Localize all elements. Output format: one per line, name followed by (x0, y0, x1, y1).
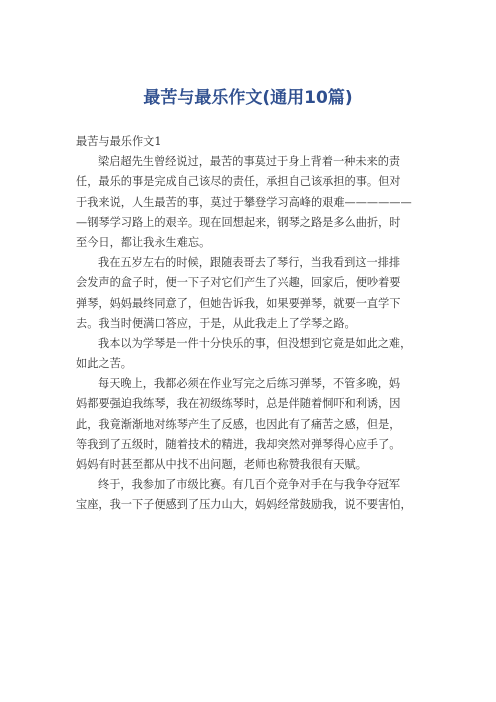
text-line: 妈都要强迫我练琴，我在初级练琴时，总是伴随着恫吓和利诱，因 (76, 397, 401, 411)
text-line: 会发声的盒子时，便一下子对它们产生了兴趣，回家后，便吵着要 (76, 276, 401, 290)
text-line: 妈妈有时甚至都从中找不出问题，老师也称赞我很有天赋。 (76, 458, 367, 471)
section-heading: 最苦与最乐作文1 (76, 135, 162, 148)
text-line: 我本以为学琴是一件十分快乐的事，但没想到它竟是如此之难， (98, 336, 412, 350)
text-line: 宝座，我一下子便感到了压力山大，妈妈经常鼓励我，说不要害怕， (76, 498, 412, 512)
document-title: 最苦与最乐作文(通用10篇) (143, 88, 353, 108)
text-line: 终于，我参加了市级比赛。有几百个竞争对手在与我争夺冠军 (98, 478, 401, 492)
text-line: 去。我当时便满口答应，于是，从此我走上了学琴之路。 (76, 316, 356, 330)
text-line: 任，最乐的事是完成自己该尽的责任，承担自己该承担的事。但对 (76, 175, 401, 189)
text-line: 每天晚上，我都必须在作业写完之后练习弹琴，不管多晚，妈 (98, 377, 401, 391)
paragraph-lines (76, 152, 430, 515)
text-line: 弹琴，妈妈最终同意了，但她告诉我，如果要弹琴，就要一直学下 (76, 296, 401, 310)
text-line: 如此之苦。 (76, 357, 132, 371)
text-line: 梁启超先生曾经说过，最苦的事莫过于身上背着一种未来的责 (98, 155, 401, 169)
text-line: 此，我竟渐渐地对练琴产生了反感，也因此有了痛苦之感，但是， (76, 417, 401, 431)
text-line: —钢琴学习路上的艰辛。现在回想起来，钢琴之路是多么曲折，时 (76, 215, 401, 229)
text-line: 至今日，都让我永生难忘。 (76, 235, 211, 249)
text-line: 我在五岁左右的时候，跟随表哥去了琴行，当我看到这一排排 (98, 256, 401, 270)
text-line: 于我来说，人生最苦的事，莫过于攀登学习高峰的艰难—————— (76, 195, 412, 209)
text-line: 等我到了五级时，随着技术的精进，我却突然对弹琴得心应手了。 (76, 437, 401, 451)
document-body (76, 132, 430, 516)
